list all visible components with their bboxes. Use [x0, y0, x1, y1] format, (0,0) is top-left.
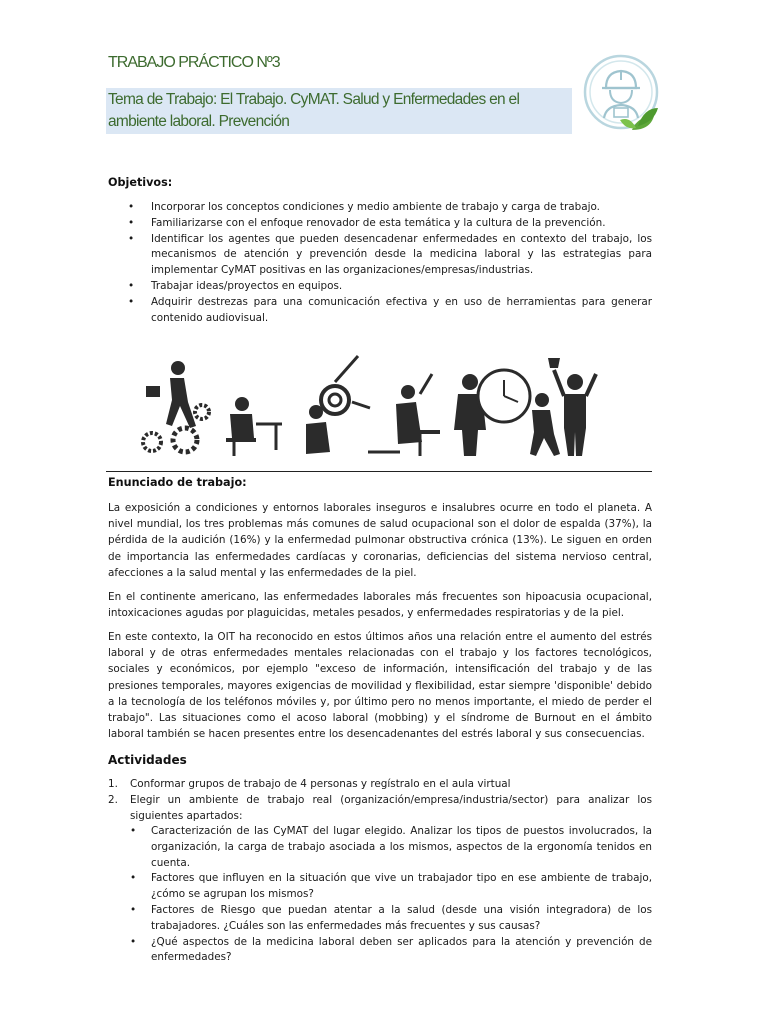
worker-helmet-leaf-logo — [580, 50, 670, 140]
actividades-heading: Actividades — [108, 753, 187, 767]
enunciado-paragraph-1: La exposición a condiciones y entornos laborales inseguros e insalubres ocurre en todo el planeta. A nivel mundial, los tres problemas más comunes de salud ocupacional son el dolor de espalda (37%), la pérdida de la audición (16%) y la enfermedad pulmonar obstructiva crónica (13%). Le siguen en orden de importancia las enfermedades cardíacas y coronarias, deficiencias del sistema nervioso central, afecciones a la salud mental y las enfermedades de la piel. — [108, 502, 652, 579]
actividad-subitem: • Caracterización de las CyMAT del lugar elegido. Analizar los tipos de puestos involucrados, la organización, la carga de trabajo asociada a los mismos, aspectos de la ergonomía tenidos en cuenta. — [130, 824, 652, 871]
actividad-text: Elegir un ambiente de trabajo real (organización/empresa/industria/sector) para analizar los siguientes apartados: — [130, 794, 652, 822]
actividad-subitem: • ¿Qué aspectos de la medicina laboral deben ser aplicados para la atención y prevención de enfermedades? — [130, 935, 652, 967]
objetivo-item: • Familiarizarse con el enfoque renovador de esta temática y la cultura de la prevención. — [108, 216, 652, 232]
enunciado-heading: Enunciado de trabajo: — [108, 476, 247, 489]
topic-banner — [106, 88, 572, 134]
actividad-number: 2. — [108, 794, 118, 806]
objetivo-item: • Identificar los agentes que pueden desencadenar enfermedades en contexto del trabajo, los mecanismos de atención y prevención desde la medicina laboral y las estrategias para implementar CyMAT positivas en las organizaciones/empresas/industrias. — [108, 232, 652, 279]
actividades-list — [108, 776, 652, 966]
actividad-subitem: • Factores que influyen en la situación que vive un trabajador tipo en ese ambiente de trabajo, ¿cómo se agrupan los mismos? — [130, 871, 652, 903]
actividad-item — [108, 792, 652, 966]
topic-text: Tema de Trabajo: El Trabajo. CyMAT. Salud y Enfermedades en el ambiente laboral. Prevención — [108, 91, 520, 130]
objetivos-list — [108, 200, 652, 326]
actividad-item — [108, 776, 652, 792]
document-title: TRABAJO PRÁCTICO Nº3 — [108, 54, 280, 71]
stressed-workers-illustration — [130, 352, 610, 464]
enunciado-paragraph-3: En este contexto, la OIT ha reconocido en estos últimos años una relación entre el aumento del estrés laboral y de otras enfermedades mentales relacionadas con el trabajo y los factores tecnológicos, sociales y económicos, por ejemplo "exceso de información, intensificación del trabajo y de las presiones temporales, mayores exigencias de movilidad y flexibilidad, estar siempre 'disponible' debido a la tecnología de los teléfonos móviles y, por último pero no menos importante, el miedo de perder el trabajo". Las situaciones como el acoso laboral (mobbing) y el síndrome de Burnout en el ámbito laboral también se hacen presentes entre los desencadenantes del estrés laboral y sus consecuencias. — [108, 631, 652, 741]
section-divider — [106, 471, 652, 472]
objetivo-item: • Incorporar los conceptos condiciones y medio ambiente de trabajo y carga de trabajo. — [108, 200, 652, 216]
enunciado-paragraph-2: En el continente americano, las enfermedades laborales más frecuentes son hipoacusia ocupacional, intoxicaciones agudas por plaguicidas, metales pesados, y enfermedades respiratorias y de la piel. — [108, 591, 652, 620]
actividad-sublist — [130, 824, 652, 966]
actividad-number: 1. — [108, 778, 118, 790]
objetivo-item: • Trabajar ideas/proyectos en equipos. — [108, 279, 652, 295]
objetivo-item: • Adquirir destrezas para una comunicación efectiva y en uso de herramientas para generar contenido audiovisual. — [108, 295, 652, 327]
actividad-text: Conformar grupos de trabajo de 4 personas y regístralo en el aula virtual — [130, 778, 511, 790]
actividad-subitem: • Factores de Riesgo que puedan atentar a la salud (desde una visión integradora) de los trabajadores. ¿Cuáles son las enfermedades más frecuentes y sus causas? — [130, 903, 652, 935]
objetivos-heading: Objetivos: — [108, 176, 173, 189]
